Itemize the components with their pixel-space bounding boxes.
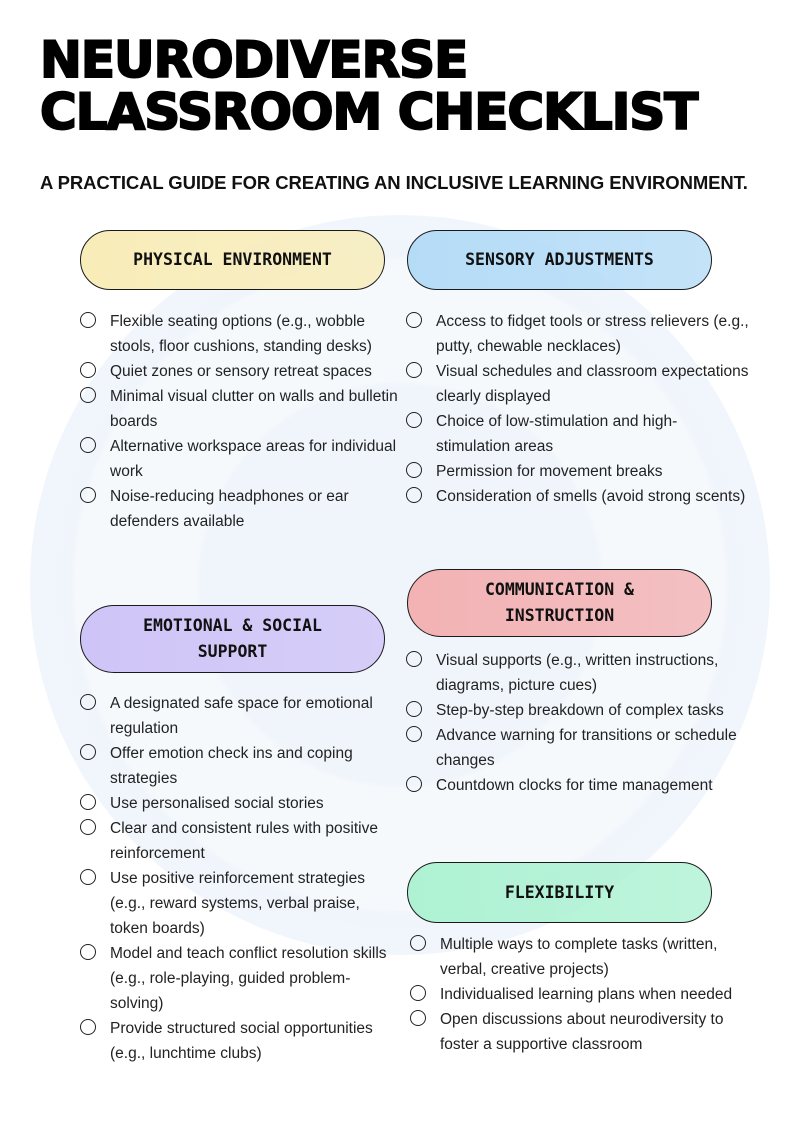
checkbox-circle-icon[interactable]: [80, 1019, 96, 1035]
checklist-item-label: Open discussions about neurodiversity to foster a supportive classroom: [440, 1011, 724, 1053]
section-header-flexibility: FLEXIBILITY: [407, 862, 712, 923]
checklist-item: [80, 1016, 390, 1066]
checklist-item: [406, 359, 751, 409]
checklist-item-label: Use personalised social stories: [110, 795, 324, 812]
checkbox-circle-icon[interactable]: [80, 819, 96, 835]
checklist-item: [80, 434, 400, 484]
section-header-physical: PHYSICAL ENVIRONMENT: [80, 230, 385, 290]
page-title: [40, 31, 698, 141]
checkbox-circle-icon[interactable]: [406, 312, 422, 328]
checkbox-circle-icon[interactable]: [410, 935, 426, 951]
checklist-item: [80, 309, 400, 359]
checkbox-circle-icon[interactable]: [80, 944, 96, 960]
checklist-item: [406, 698, 771, 723]
checklist-item: [410, 1007, 765, 1057]
subtitle: A PRACTICAL GUIDE FOR CREATING AN INCLUSIVE LEARNING ENVIRONMENT.: [40, 172, 748, 193]
checklist-item-label: Step-by-step breakdown of complex tasks: [436, 702, 724, 719]
checklist-item: [80, 741, 390, 791]
checklist-item: [406, 459, 751, 484]
checklist-communication: [406, 648, 771, 798]
section-header-emotional: EMOTIONAL & SOCIAL SUPPORT: [80, 605, 385, 673]
checklist-physical: [80, 309, 400, 534]
checklist-item-label: Multiple ways to complete tasks (written, verbal, creative projects): [440, 936, 718, 978]
checkbox-circle-icon[interactable]: [406, 776, 422, 792]
checklist-item: [80, 816, 390, 866]
checkbox-circle-icon[interactable]: [406, 462, 422, 478]
checklist-item-label: Permission for movement breaks: [436, 463, 663, 480]
section-header-sensory: SENSORY ADJUSTMENTS: [407, 230, 712, 290]
checklist-sensory: [406, 309, 751, 509]
checklist-item: [406, 773, 771, 798]
checkbox-circle-icon[interactable]: [410, 985, 426, 1001]
checklist-item: [406, 309, 751, 359]
checklist-item: [406, 648, 771, 698]
checklist-item-label: Advance warning for transitions or schedule changes: [436, 727, 737, 769]
checklist-item-label: Visual schedules and classroom expectations clearly displayed: [436, 363, 749, 405]
checklist-item-label: Clear and consistent rules with positive reinforcement: [110, 820, 378, 862]
checklist-flexibility: [410, 932, 765, 1057]
checklist-item-label: Access to fidget tools or stress relievers (e.g., putty, chewable necklaces): [436, 313, 749, 355]
checklist-item: [80, 691, 390, 741]
checklist-item: [406, 723, 771, 773]
title-line-2: CLASSROOM CHECKLIST: [40, 83, 698, 141]
checklist-item-label: Quiet zones or sensory retreat spaces: [110, 363, 372, 380]
checklist-item: [80, 941, 390, 1016]
checkbox-circle-icon[interactable]: [80, 487, 96, 503]
checklist-emotional: [80, 691, 390, 1066]
checklist-item-label: Consideration of smells (avoid strong scents): [436, 488, 746, 505]
checkbox-circle-icon[interactable]: [80, 744, 96, 760]
checklist-item-label: Minimal visual clutter on walls and bulletin boards: [110, 388, 398, 430]
checklist-item-label: Countdown clocks for time management: [436, 777, 713, 794]
checkbox-circle-icon[interactable]: [406, 362, 422, 378]
checklist-item: [410, 932, 765, 982]
checkbox-circle-icon[interactable]: [80, 362, 96, 378]
checkbox-circle-icon[interactable]: [80, 387, 96, 403]
checklist-item: [406, 484, 751, 509]
checklist-item: [80, 791, 390, 816]
checkbox-circle-icon[interactable]: [406, 412, 422, 428]
checklist-item-label: Provide structured social opportunities (e.g., lunchtime clubs): [110, 1020, 373, 1062]
checklist-item-label: Alternative workspace areas for individual work: [110, 438, 397, 480]
checkbox-circle-icon[interactable]: [406, 651, 422, 667]
checklist-item-label: Noise-reducing headphones or ear defenders available: [110, 488, 349, 530]
checklist-item: [80, 384, 400, 434]
checklist-item-label: Choice of low-stimulation and high-stimulation areas: [436, 413, 678, 455]
checkbox-circle-icon[interactable]: [80, 437, 96, 453]
checklist-item-label: Model and teach conflict resolution skills (e.g., role-playing, guided problem-solving): [110, 945, 387, 1012]
section-header-communication: COMMUNICATION & INSTRUCTION: [407, 569, 712, 637]
checkbox-circle-icon[interactable]: [410, 1010, 426, 1026]
checkbox-circle-icon[interactable]: [80, 869, 96, 885]
checklist-item-label: Offer emotion check ins and coping strategies: [110, 745, 353, 787]
checklist-item-label: Individualised learning plans when needed: [440, 986, 733, 1003]
checkbox-circle-icon[interactable]: [406, 701, 422, 717]
checklist-item: [80, 866, 390, 941]
checklist-item-label: Visual supports (e.g., written instructions, diagrams, picture cues): [436, 652, 719, 694]
checkbox-circle-icon[interactable]: [80, 794, 96, 810]
checklist-item-label: Use positive reinforcement strategies (e.g., reward systems, verbal praise, token boards): [110, 870, 366, 937]
checklist-item: [80, 359, 400, 384]
checklist-item-label: Flexible seating options (e.g., wobble stools, floor cushions, standing desks): [110, 313, 372, 355]
checklist-item: [80, 484, 400, 534]
checkbox-circle-icon[interactable]: [80, 694, 96, 710]
title-line-1: NEURODIVERSE: [40, 31, 468, 89]
checkbox-circle-icon[interactable]: [406, 726, 422, 742]
checklist-item: [406, 409, 751, 459]
checkbox-circle-icon[interactable]: [406, 487, 422, 503]
checklist-item-label: A designated safe space for emotional regulation: [110, 695, 373, 737]
checklist-item: [410, 982, 765, 1007]
checkbox-circle-icon[interactable]: [80, 312, 96, 328]
